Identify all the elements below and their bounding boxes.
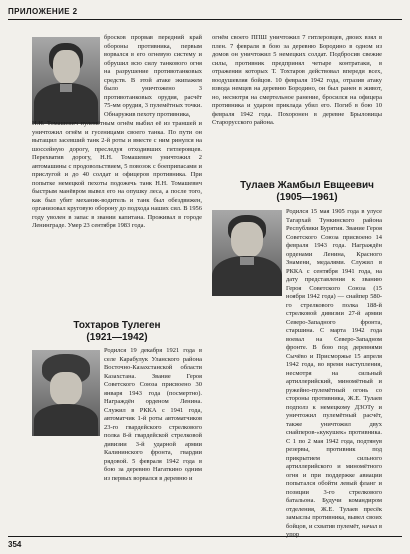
running-header [8, 6, 402, 20]
section-title: ПРИЛОЖЕНИЕ 2 [8, 7, 78, 16]
heading-tokhtarov-years: (1921—1942) [86, 332, 148, 343]
text-column-top-right [212, 34, 382, 128]
text-column-tokhtarov [104, 347, 202, 529]
footer-rule [8, 536, 402, 537]
heading-tulaev [222, 180, 392, 204]
text-column-tulaev [212, 208, 382, 540]
paragraph-tomashevich-part1: бросков прорвав передний край обороны противника, первым ворвался в его огневую систему и обрушил всю силу танкового огня на разрушение противотанковых средств. В этой атаке экипажем было уничтожено 3 противотанковых орудия, расчёт 75-мм орудия, 3 пулемётных точки. Обнаружив пехоту противника, [104, 34, 202, 118]
text-column-left-full [32, 120, 202, 316]
header-rule [8, 19, 402, 20]
coat [34, 404, 98, 436]
page-footer [8, 536, 402, 549]
paragraph-tomashevich-part2: Н.Н. Томашевич пулемётным огнём выбил её из траншей и уничтожил огнём и гусеницами своего танка. По пути он вытащил засевший танк 2-й роты и вместе с ним ринулся на шоссейную дорогу, преследуя отходивших гитлеровцев. Перехватив дорогу, Н.Н. Томашевич уничтожил 2 автомашины с продовольствием, 5 повозок с боеприпасами и прислугой и до 40 солдат и офицеров противника. При попытке немецкой пехоты подожечь танк Н.Н. Томашевич быстрым манёвром вывел его на опушку леса, а после того, как был убит механик-водитель и танк был обездвижен, организовал круговую оборону до подхода наших сил. В 1956 году уволен в запас в звании капитана. Проживал в городе Ленинграде. Умер 23 сентября 1983 года. [32, 120, 202, 229]
paragraph-tokhtarov: Родился 19 декабря 1921 года в селе Карабулук Уланского района Восточно-Казахстанской области Казахстана. Звание Героя Советского Союза присвоено 30 января 1943 года (посмертно). Награждён орденом Ленина. Служил в РККА с 1941 года, автоматчик 1-й роты автоматчиков 23-го гвардейского стрелкового полка 8-й гвардейской стрелковой дивизии 3-й ударной армии Калининского фронта, гвардии рядовой. 5 февраля 1942 года в бою за деревню Нагаткино одним из первых ворвался в деревню и [104, 347, 202, 482]
paragraph-tulaev: Родился 15 мая 1905 года в улусе Тагархай Тункинского района Республики Бурятия. Звание Героя Советского Союза присвоено 14 февраля 1943 года. Награждён орденами Ленина, Красного Знамени, медалями. Служил в РККА с сентября 1941 года, на дату представления к званию Героя Советского Союза (15 ноября 1942 года) — снайпер 580-го стрелкового полка 188-й стрелковой дивизии 27-й армии Северо-Западного фронта, старшина. С марта 1942 года воевал на Северо-Западном фронте. В бою под деревнями Сычёво и Присморжье 15 апреля 1942 года, во время наступления, несмотря на сильный артиллерийский, миномётный и ружейно-пулемётный огонь со стороны противника, Ж.Е. Тулаев подполз к немецкому ДЗОТу и уничтожил пулемётный расчёт, также уничтожил двух снайперов-«кукушек» противника. С 1 по 2 мая 1942 года, подтянув резервы, противник под прикрытием сильного артиллерийского и миномётного огня и при поддержке авиации попытался обойти левый фланг и позиции 3-го стрелкового батальона. Будучи командиром отделения, Ж.Е. Тулаев пресёк замыслы противника, вывел своих бойцов, и схватив пулемёт, начал в упор [286, 208, 382, 538]
face [50, 372, 82, 406]
paragraph-tokhtarov-continuation: огнём своего ППШ уничтожил 7 гитлеровцев, двоих взял в плен. 7 февраля в бою за деревню Бородино в одном из домов он уничтожил 5 немецких солдат. Подбросив свежие силы, противник предпринял четыре контратаки, в отражении которых Т. Тохтаров действовал впереди всех, воодушевляя бойцов. 10 февраля 1942 года, отразив атаку взвода немцев на деревню Бородино, он был ранен в живот, но, несмотря на смертельное ранение, бросился на офицера противника и ударом приклада убил его. Погиб в бою 10 февраля 1942 года. Похоронен в деревне Брыловицы Старорусского района. [212, 34, 382, 126]
face [53, 50, 80, 84]
text-column-top-left [104, 34, 202, 120]
heading-tokhtarov [32, 320, 202, 344]
heading-tokhtarov-name: Тохтаров Тулеген [73, 320, 161, 331]
page-number: 354 [8, 540, 22, 549]
heading-tulaev-years: (1905—1961) [276, 192, 338, 203]
collar [60, 84, 72, 92]
heading-tulaev-name: Тулаев Жамбыл Евщеевич [240, 180, 374, 191]
portrait-photo-tomashevich [32, 37, 100, 124]
portrait-photo-tokhtarov [32, 350, 100, 436]
